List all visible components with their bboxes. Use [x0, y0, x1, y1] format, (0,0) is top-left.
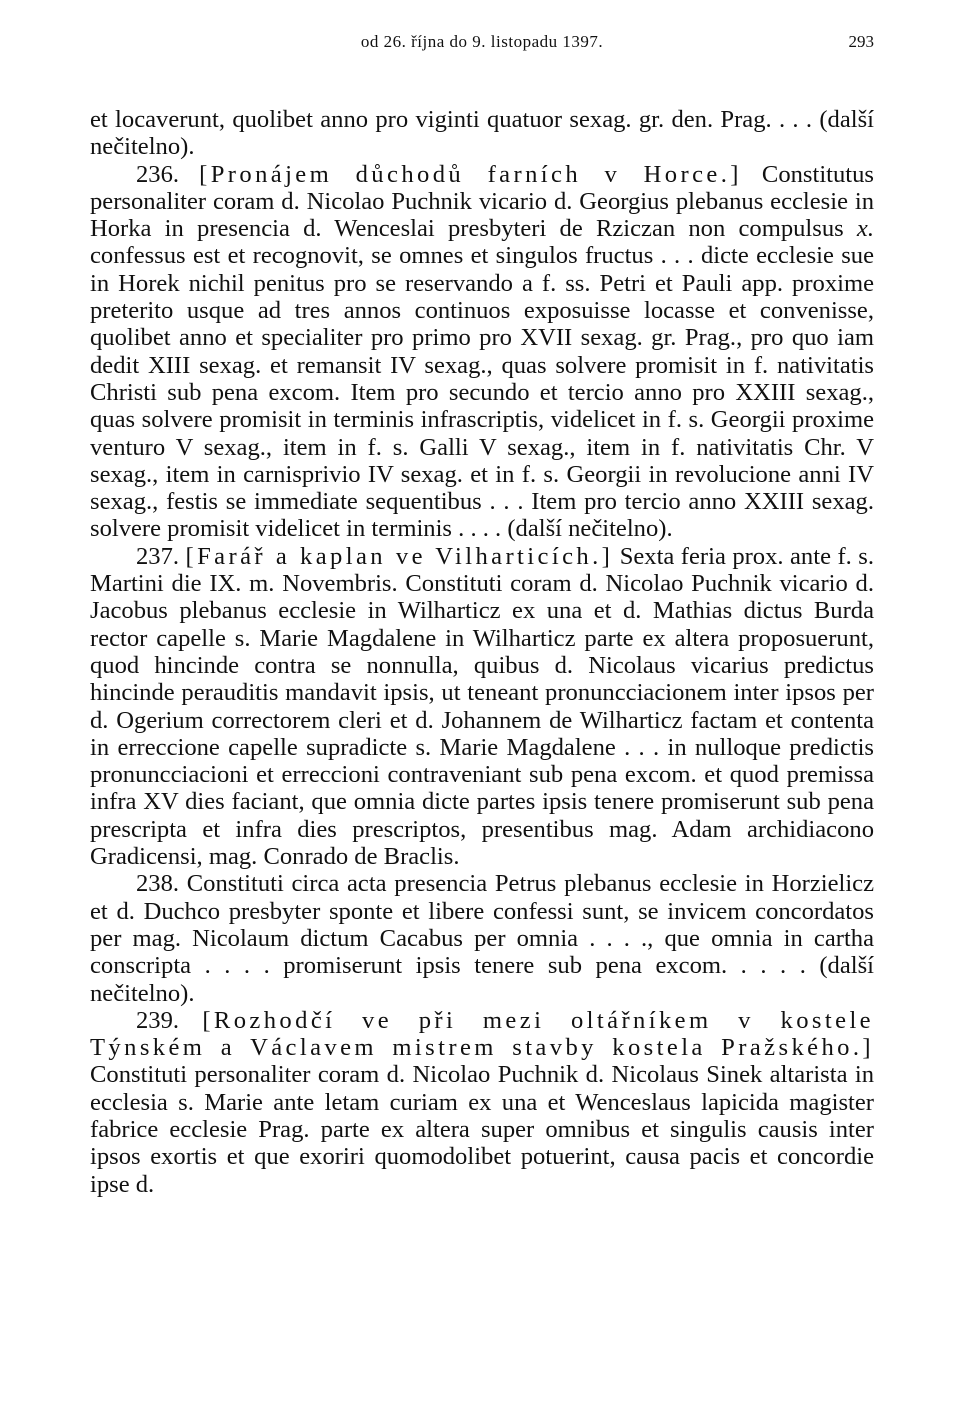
entry-heading: [Pronájem důchodů farních v Horce.] [199, 160, 742, 188]
running-head [90, 22, 874, 62]
entry-239 [90, 1007, 874, 1198]
entry-236 [90, 161, 874, 543]
book-page [90, 22, 874, 1402]
entry-number: 238. [136, 870, 180, 898]
entry-number: 236. [136, 160, 180, 188]
entry-text: Constituti circa acta presencia Petrus plebanus ecclesie in Horzielicz et d. Duchco presbyter sponte et libere confessi sunt, se invicem concordatos per mag. Nicolaum dictum Cacabus per omnia . . . ., que omnia in cartha conscripta . . . . promiserunt ipsis tenere sub pena excom. . . . . (další nečitelno). [90, 870, 874, 1007]
entry-heading: [Rozhodčí ve při mezi oltářníkem v kostele Týnském a Václavem mistrem stavby kostela Pražského.] [90, 1006, 875, 1062]
running-title: od 26. října do 9. listopadu 1397. [360, 32, 604, 51]
entry-heading: [Farář a kaplan ve Vilharticích.] [185, 542, 614, 570]
entry-238 [90, 870, 874, 1006]
entry-number: 237. [136, 542, 180, 570]
entry-text: Sexta feria prox. ante f. s. Martini die IX. m. Novembris. Constituti coram d. Nicolao Puchnik vicario d. Jacobus plebanus ecclesie in Wilharticz ex una et d. Mathias dictus Burda rector capelle s. Marie Magdalene in Wilharticz parte ex altera proposuerunt, quod hincinde contra se nonnulla, quibus d. Nicolaus vicarius predictus hincinde perauditis mandavit ipsis, ut teneant pronuncciacionem inter ipsos per d. Ogerium correctorem cleri et d. Johannem de Wilharticz factam et contenta in erreccione capelle supradicte s. Marie Magdalene . . . in nulloque predictis pronuncciacioni et erreccioni contraveniant sub pena excom. et quod premissa infra XV dies faciant, que omnia dicte partes ipsis tenere promiserunt sub pena prescripta et infra dies prescriptos, presentibus mag. Adam archidiacono Gradicensi, mag. Conrado de Braclis. [90, 542, 874, 871]
paragraph-text: et locaverunt, quolibet anno pro viginti quatuor sexag. gr. den. Prag. . . . (další nečitelno). [90, 106, 874, 161]
entry-text: confessus est et recognovit, se omnes et singulos fructus . . . dicte ecclesie sue in Horek nichil penitus pro se reservando a f. ss. Petri et Pauli app. proxime preterito usque ad tres annos continuos exposuisse locasse et convenisse, quolibet anno et specialiter pro primo pro XVII sexag. gr. Prag., pro quo iam dedit XIII sexag. et remansit IV sexag., quas solvere promisit in f. nativitatis Christi sub pena excom. Item pro secundo et tercio anno pro XXIII sexag., quas solvere promisit in terminis infrascriptis, videlicet in f. s. Georgii proxime venturo V sexag., item in f. s. Galli V sexag., item in f. nativitatis Chr. V sexag., item in carnisprivio IV sexag. et in f. s. Georgii in revolucione anni IV sexag., festis se immediate sequentibus . . . Item pro tercio anno XXIII sexag. solvere promisit videlicet in terminis . . . . (další nečitelno). [90, 242, 874, 543]
entry-237 [90, 543, 874, 871]
illegible-symbol: x. [856, 215, 874, 243]
body-text [90, 106, 874, 1198]
paragraph-continuation [90, 106, 874, 161]
page-number: 293 [848, 32, 874, 51]
entry-text: Constituti personaliter coram d. Nicolao Puchnik d. Nicolaus Sinek altarista in ecclesia s. Marie ante letam curiam ex una et Wenceslaus lapicida magister fabrice ecclesie Prag. parte ex altera super omnibus et singulis causis inter ipsos exortis et que exoriri quomodolibet potuerint, causa pacis et concordie ipse d. [90, 1061, 874, 1198]
entry-text-before-symbol: Constitutus personaliter coram d. Nicolao Puchnik vicario d. Georgius plebanus ecclesie in Horka in presencia d. Wenceslai presbyteri de Rziczan non compulsus [90, 160, 874, 243]
entry-number: 239. [136, 1006, 180, 1034]
